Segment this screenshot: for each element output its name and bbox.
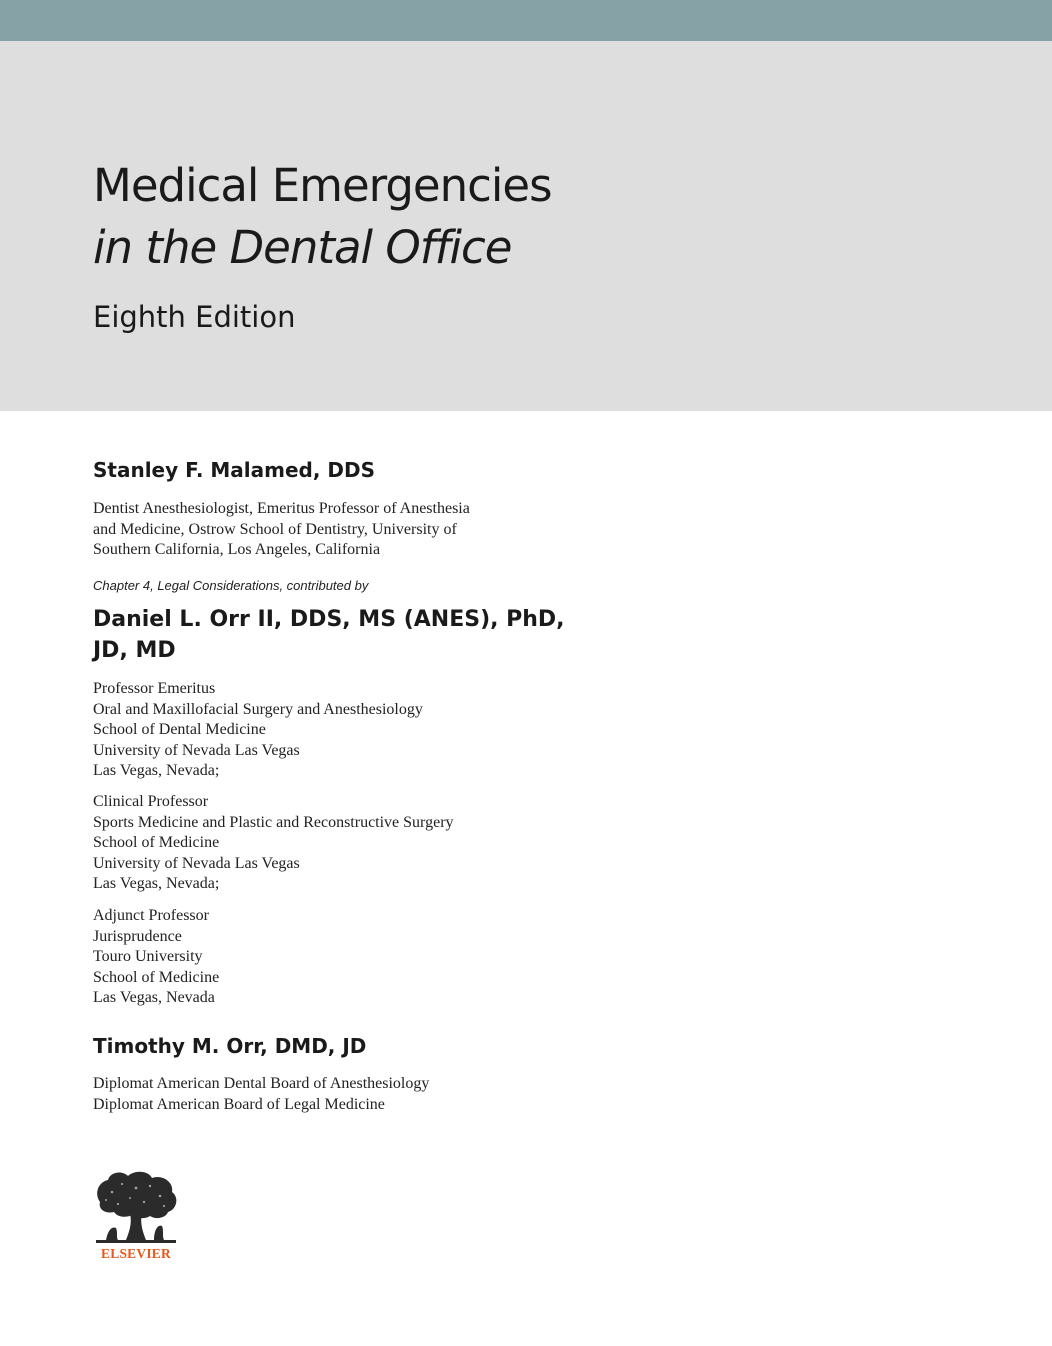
affiliation-line: School of Medicine [93,834,220,852]
affiliation-block-unlv-dental [93,679,507,782]
affiliation-line: Las Vegas, Nevada [93,989,215,1007]
affiliation-block-unlv-medicine [93,792,507,895]
affiliation-line: Jurisprudence [93,927,182,945]
affiliation-line: Dentist Anesthesiologist, Emeritus Professor of Anesthesia [93,500,470,517]
affiliation-line: and Medicine, Ostrow School of Dentistry, University of [93,520,457,538]
author-name-malamed: Stanley F. Malamed, DDS [93,458,376,482]
author-name-timothy-orr: Timothy M. Orr, DMD, JD [93,1034,367,1058]
book-title-line1: Medical Emergencies [93,159,552,212]
contribution-note: Chapter 4, Legal Considerations, contributed by [93,578,369,593]
affiliation-line: Oral and Maxillofacial Surgery and Anesthesiology [93,700,423,718]
book-title-line2: in the Dental Office [93,221,512,274]
affiliation-line: Professor Emeritus [93,680,216,697]
affiliation-line: Diplomat American Board of Legal Medicine [93,1095,385,1113]
affiliation-line: Clinical Professor [93,793,209,810]
affiliation-line: Las Vegas, Nevada; [93,762,220,780]
affiliation-line: Las Vegas, Nevada; [93,875,220,893]
affiliation-line: School of Dental Medicine [93,721,266,739]
edition-label: Eighth Edition [93,300,296,334]
affiliation-line: University of Nevada Las Vegas [93,854,300,872]
affiliation-line: Sports Medicine and Plastic and Reconstructive Surgery [93,813,454,831]
affiliation-line: School of Medicine [93,968,220,986]
affiliation-line: Adjunct Professor [93,907,209,924]
author-name-daniel-orr-line1: Daniel L. Orr II, DDS, MS (ANES), PhD, [93,607,565,632]
publisher-wordmark: ELSEVIER [101,1246,171,1261]
top-accent-bar [0,0,1052,41]
affiliation-block-touro [93,906,507,1009]
author-name-daniel-orr-line2: JD, MD [93,638,176,663]
author-affiliation-malamed [93,499,507,561]
affiliation-line: Southern California, Los Angeles, California [93,541,381,559]
affiliation-line: Diplomat American Dental Board of Anesthesiology [93,1075,430,1092]
affiliation-line: Touro University [93,948,203,966]
affiliation-line: University of Nevada Las Vegas [93,741,300,759]
author-affiliation-timothy-orr [93,1074,507,1115]
